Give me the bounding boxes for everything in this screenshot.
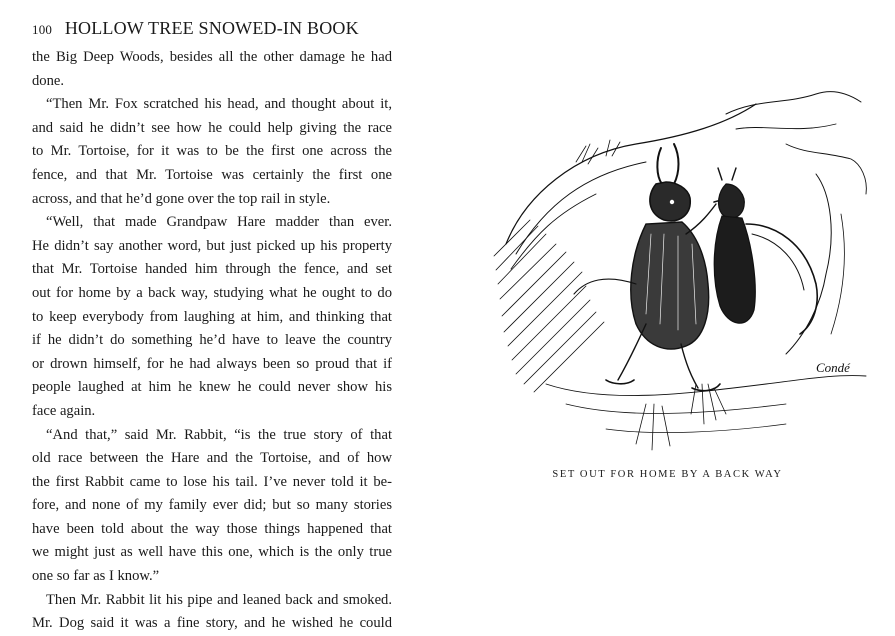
- text-line: one so far as I know.”: [32, 568, 160, 585]
- rabbit-illustration: [486, 84, 876, 458]
- text-line: He didn’t say another word, but just picked up his property: [32, 237, 392, 254]
- text-line: done.: [32, 72, 65, 89]
- text-line: that Mr. Tortoise handed him through the fence, and set: [32, 261, 392, 278]
- text-line: “And that,” said Mr. Rabbit, “is the true story of that: [46, 426, 392, 443]
- text-line: have been told about the way those things happened that: [32, 520, 392, 537]
- text-line: to Mr. Tortoise, for it was to be the first one across the: [32, 143, 392, 160]
- squirrel-figure: [714, 168, 817, 334]
- text-line: and said he didn’t see how he could help giving the race: [32, 119, 392, 136]
- right-page: [440, 0, 895, 557]
- text-line: if he didn’t do something he’d have to leave the country: [32, 332, 392, 349]
- paragraph-3: [32, 211, 392, 423]
- text-line: or drown himself, for he had always been so proud that if: [32, 355, 392, 372]
- text-line: face again.: [32, 402, 96, 419]
- text-line: the Big Deep Woods, besides all the other damage he had: [32, 49, 392, 65]
- text-line: fore, and none of my family ever did; but so many stories: [32, 497, 392, 514]
- text-line: old race between the Hare and the Tortoise, and of how: [32, 450, 392, 467]
- rabbit-figure: [574, 144, 736, 391]
- book-title: HOLLOW TREE SNOWED-IN BOOK: [64, 18, 359, 38]
- paragraph-4: [32, 424, 392, 589]
- text-line: “Well, that made Grandpaw Hare madder than ever.: [46, 214, 392, 231]
- left-page: [0, 0, 420, 632]
- running-head: [32, 18, 392, 39]
- text-line: people laughed at him he knew he could never show his: [32, 379, 392, 396]
- text-line: “Then Mr. Fox scratched his head, and thought about it,: [46, 96, 392, 113]
- text-line: out for home by a back way, studying what he ought to do: [32, 284, 392, 301]
- page-number: 100: [32, 22, 53, 37]
- text-line: we might just as well have this one, which is the only true: [32, 544, 392, 561]
- body-text: [32, 46, 392, 636]
- text-line: Then Mr. Rabbit lit his pipe and leaned back and smoked.: [46, 591, 392, 608]
- text-line: to keep everybody from laughing at him, and thinking that: [32, 308, 392, 325]
- paragraph-2: [32, 93, 392, 211]
- hillside-sketch: [506, 104, 756, 244]
- text-line: Mr. Dog said it was a fine story, and he wished he could: [32, 615, 392, 632]
- hatching-left: [494, 220, 604, 392]
- illustration-caption: SET OUT FOR HOME BY A BACK WAY: [552, 469, 783, 480]
- text-line: across, and that he’d gone over the top rail in style.: [32, 190, 331, 207]
- artist-signature: Condé: [816, 360, 850, 375]
- text-line: fence, and that Mr. Tortoise was certainly the first one: [32, 166, 392, 183]
- paragraph-1: [32, 46, 392, 93]
- paragraph-5: [32, 589, 392, 636]
- text-line: the first Rabbit came to lose his tail. I’ve never told it be-: [32, 473, 392, 490]
